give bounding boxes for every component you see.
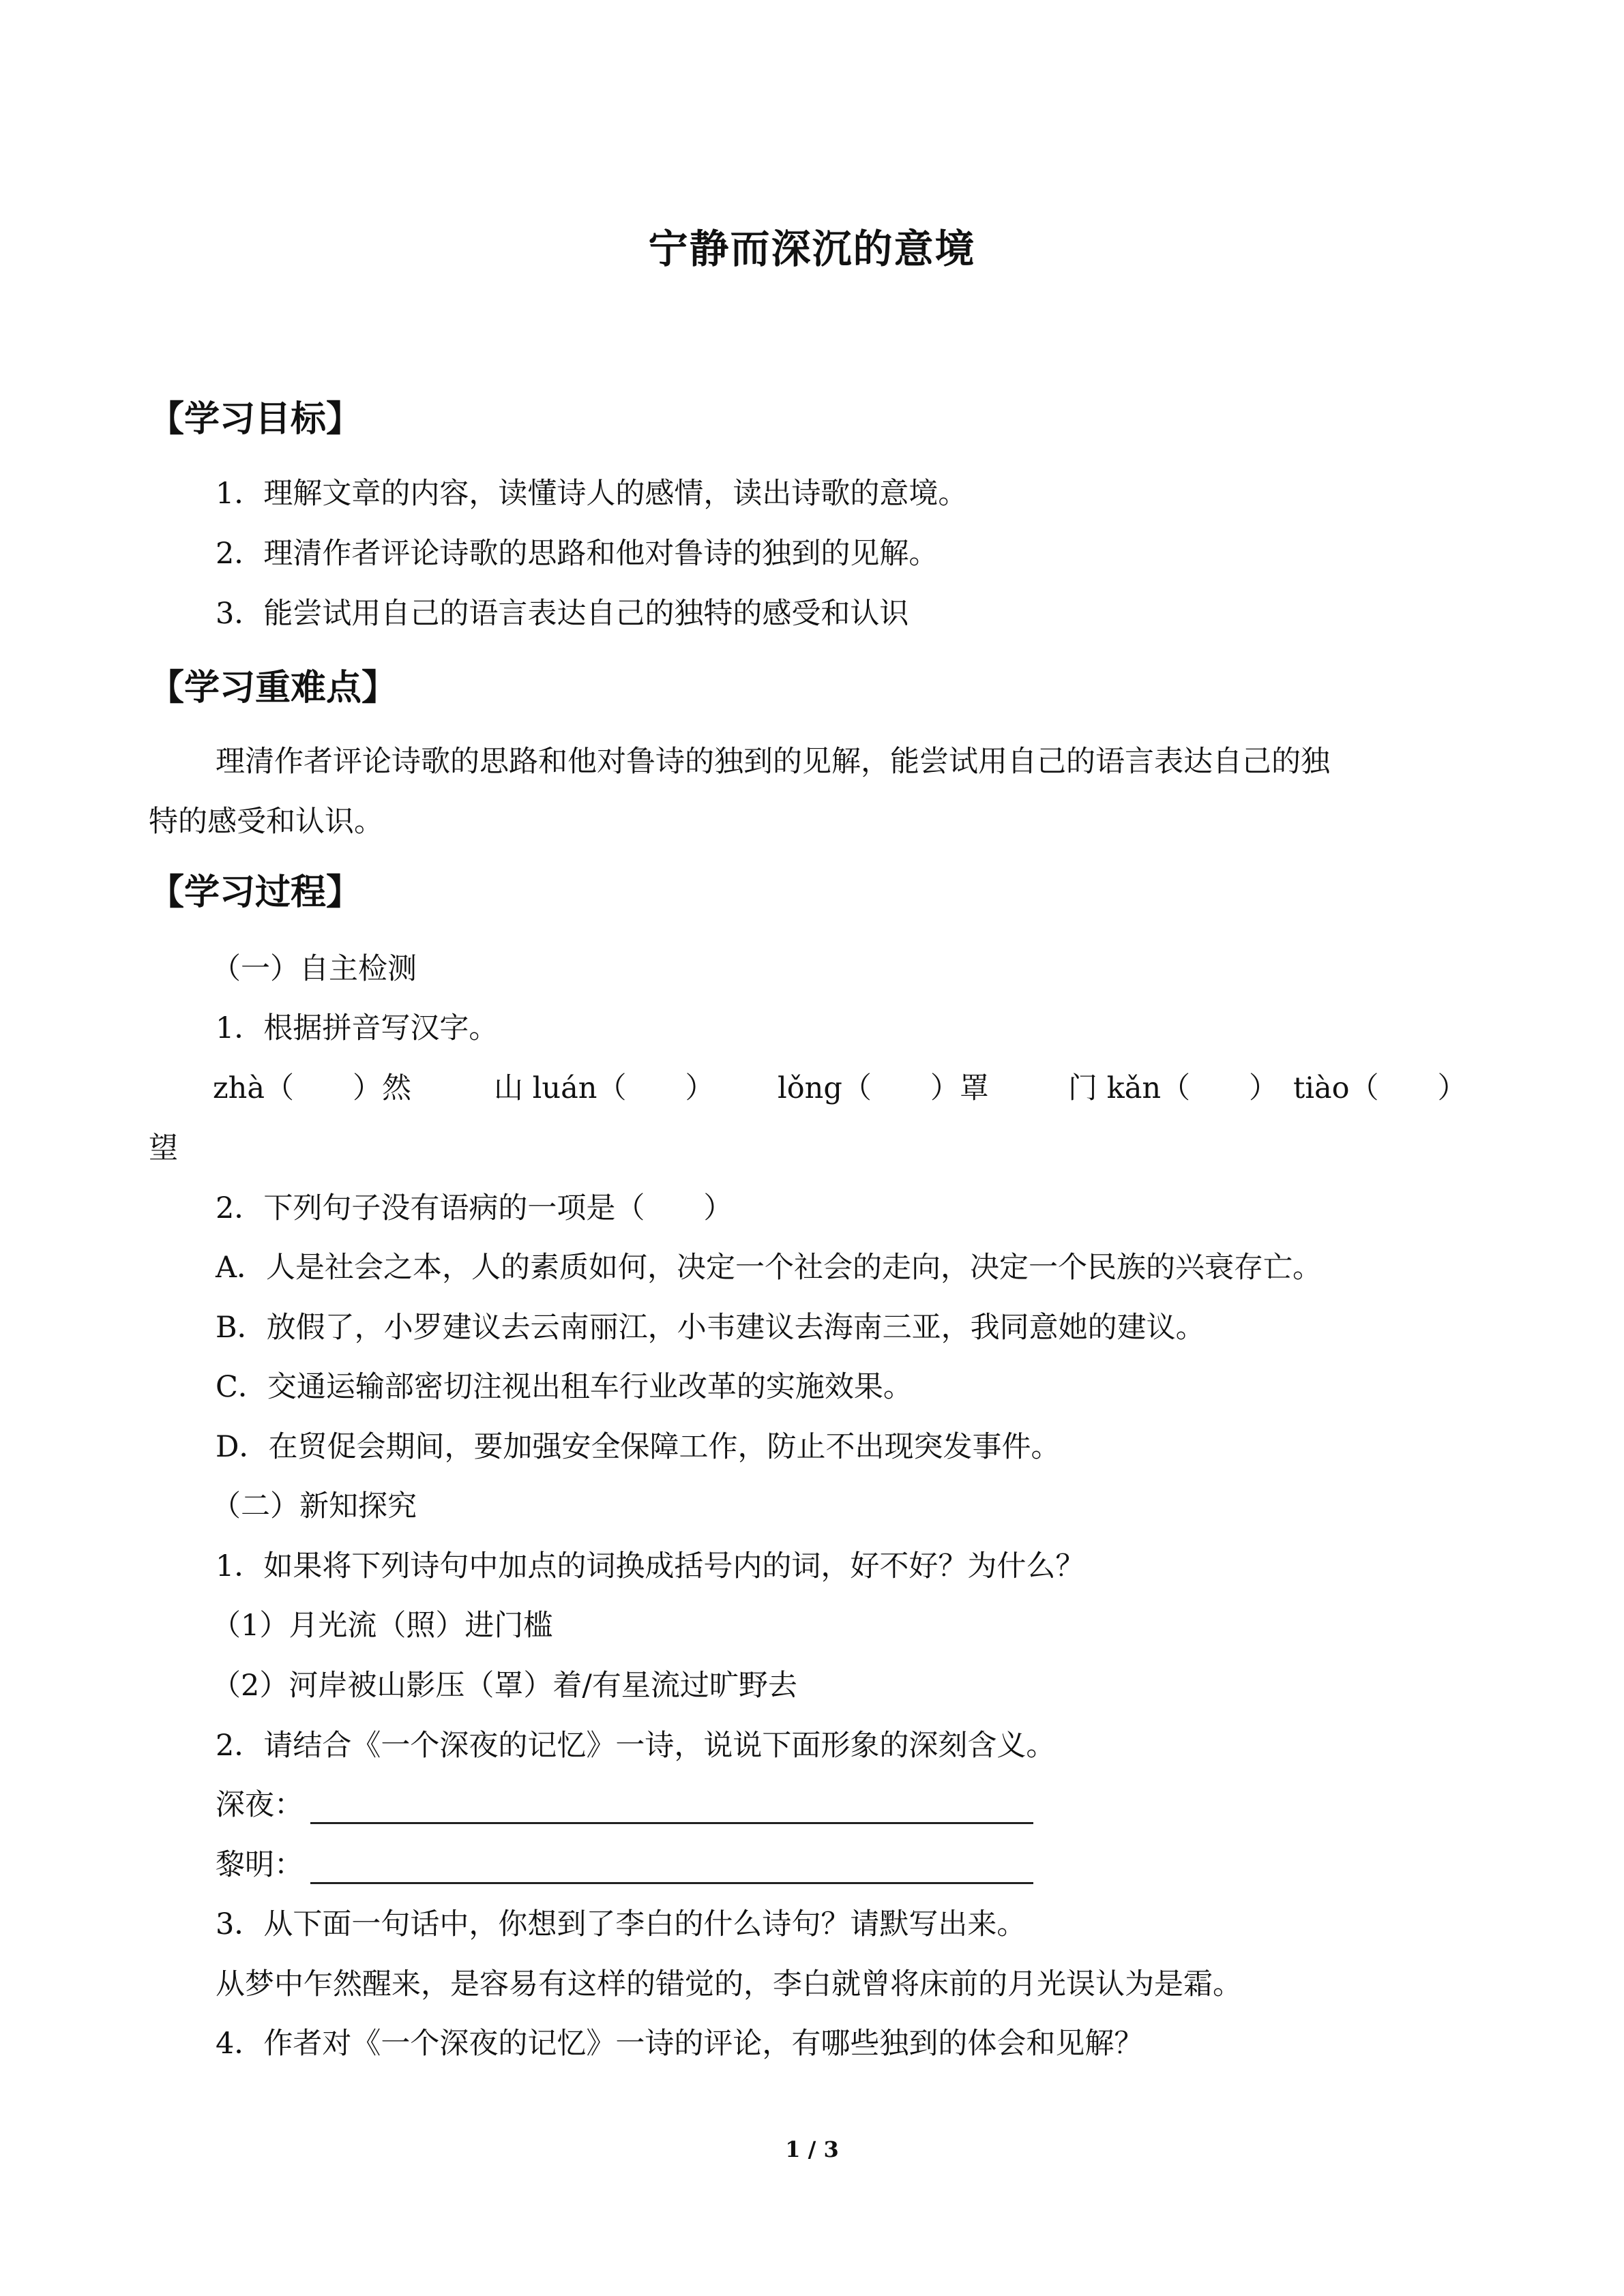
pinyin-wrap: 望 bbox=[149, 1131, 178, 1165]
option-a: A．人是社会之本，人的素质如何，决定一个社会的走向，决定一个民族的兴衰存亡。 bbox=[216, 1251, 1323, 1285]
part1-title: （一）自主检测 bbox=[211, 952, 417, 986]
part2-question-2: 2．请结合《一个深夜的记忆》一诗，说说下面形象的深刻含义。 bbox=[216, 1729, 1056, 1763]
part2-title: （二）新知探究 bbox=[211, 1489, 417, 1523]
part2-question-3: 3．从下面一句话中，你想到了李白的什么诗句？请默写出来。 bbox=[216, 1907, 1027, 1941]
deep-night-answer-line[interactable] bbox=[310, 1822, 1033, 1824]
pinyin-item: lǒng（ ）罩 bbox=[778, 1071, 989, 1105]
objectives-heading: 【学习目标】 bbox=[149, 399, 362, 440]
dawn-answer-line[interactable] bbox=[310, 1882, 1033, 1884]
part2-question-1: 1．如果将下列诗句中加点的词换成括号内的词，好不好？为什么？ bbox=[216, 1549, 1085, 1583]
option-c: C．交通运输部密切注视出租车行业改革的实施效果。 bbox=[216, 1370, 913, 1404]
page-title: 宁静而深沉的意境 bbox=[648, 226, 976, 272]
objective-item: 2．理清作者评论诗歌的思路和他对鲁诗的独到的见解。 bbox=[216, 537, 939, 571]
option-b: B．放假了，小罗建议去云南丽江，小韦建议去海南三亚，我同意她的建议。 bbox=[216, 1311, 1205, 1345]
process-heading: 【学习过程】 bbox=[149, 872, 362, 913]
pinyin-item: 山 luán（ ） bbox=[494, 1071, 715, 1105]
pinyin-item: tiào（ ） bbox=[1293, 1071, 1467, 1105]
objective-item: 1．理解文章的内容，读懂诗人的感情，读出诗歌的意境。 bbox=[216, 477, 968, 511]
question-2: 2．下列句子没有语病的一项是（ ） bbox=[216, 1191, 733, 1225]
option-d: D．在贸促会期间，要加强安全保障工作，防止不出现突发事件。 bbox=[216, 1430, 1061, 1464]
difficulty-heading: 【学习重难点】 bbox=[149, 668, 398, 709]
part2-question-1b: （2）河岸被山影压（罩）着/有星流过旷野去 bbox=[211, 1669, 797, 1703]
dawn-label: 黎明： bbox=[216, 1848, 304, 1882]
deep-night-label: 深夜： bbox=[216, 1788, 304, 1822]
pinyin-item: zhà（ ）然 bbox=[213, 1071, 411, 1105]
part2-question-4: 4．作者对《一个深夜的记忆》一诗的评论，有哪些独到的体会和见解？ bbox=[216, 2027, 1144, 2061]
pinyin-item: 门 kǎn（ ） bbox=[1068, 1071, 1279, 1105]
part2-question-3-text: 从梦中乍然醒来，是容易有这样的错觉的，李白就曾将床前的月光误认为是霜。 bbox=[216, 1967, 1242, 2001]
part2-question-1a: （1）月光流（照）进门槛 bbox=[211, 1609, 553, 1643]
page-number: 1 / 3 bbox=[785, 2136, 839, 2162]
question-1: 1．根据拼音写汉字。 bbox=[216, 1011, 499, 1045]
difficulty-text-cont: 特的感受和认识。 bbox=[149, 805, 383, 839]
difficulty-text: 理清作者评论诗歌的思路和他对鲁诗的独到的见解，能尝试用自己的语言表达自己的独 bbox=[216, 745, 1330, 779]
objective-item: 3．能尝试用自己的语言表达自己的独特的感受和认识 bbox=[216, 597, 909, 631]
